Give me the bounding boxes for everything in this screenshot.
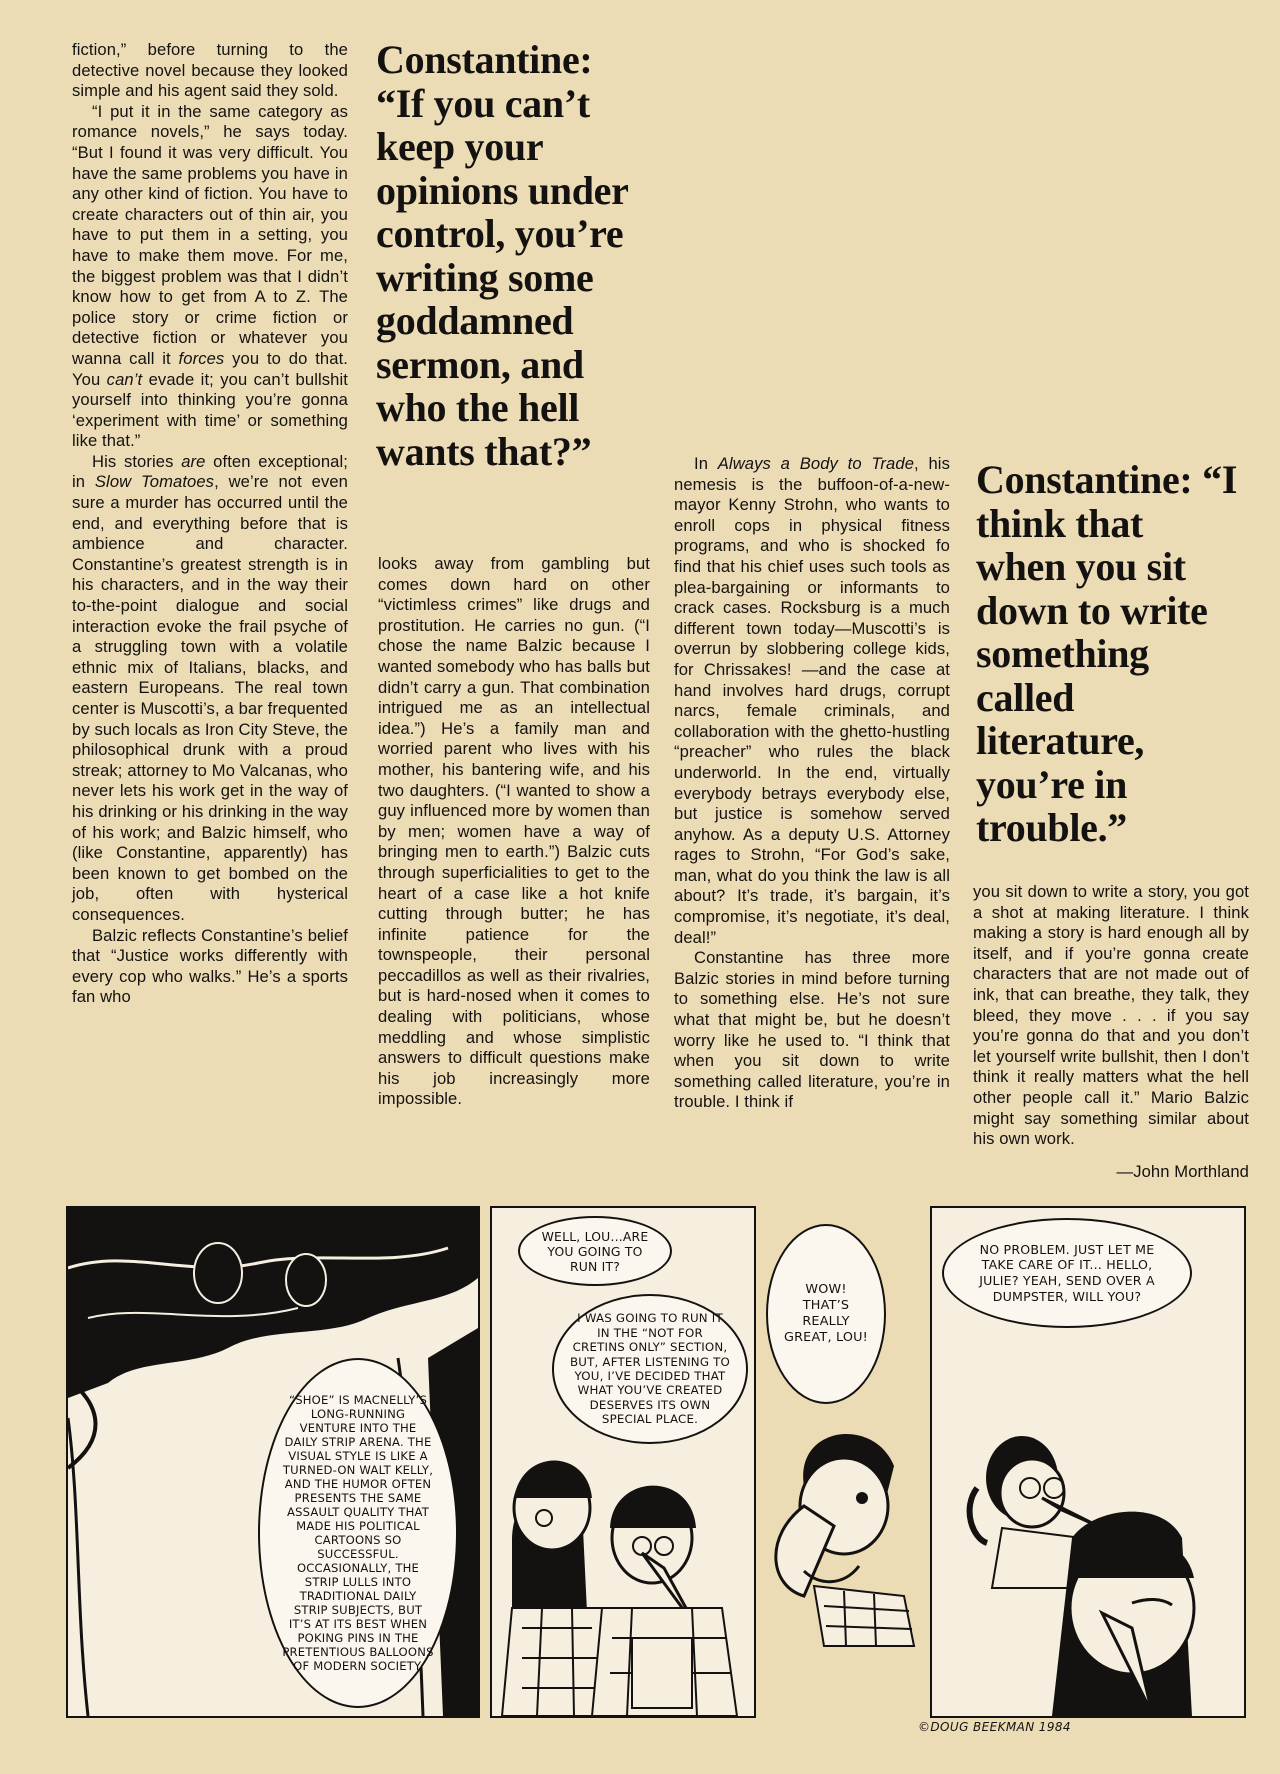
article-paragraph: fiction,” before turning to the detective novel because they looked simple and his agent said they sold. [72,40,348,101]
comic-panel-4 [930,1206,1246,1718]
comic-panel-3 [764,1206,924,1714]
article-paragraph: looks away from gambling but comes down hard on other “victimless crimes” like drugs and prostitution. He carries no gun. (“I chose the name Balzic because I wanted somebody who has balls but didn’t carry a gun. That combination intrigued me as an intellectual idea.”) He’s a family man and worried parent who lives with his mother, his bantering wife, and his two daughters. (“I wanted to show a guy influenced more by women than by men; women have a way of bringing men to earth.”) Balzic cuts through superficialities to get to the heart of a case like a hot knife cutting through butter; he has infinite patience for the townspeople, their personal peccadillos as well as their rivalries, but is hard-nosed when it comes to dealing with politicians, whose meddling and whose simplistic answers to difficult questions make his job increasingly more impossible. [378,554,650,1109]
speech-balloon: I WAS GOING TO RUN IT IN THE “NOT FOR CRETINS ONLY” SECTION, BUT, AFTER LISTENING TO YOU, I’VE DECIDED THAT WHAT YOU’VE CREATED DESERVES ITS OWN SPECIAL PLACE. [552,1294,748,1444]
article-paragraph: Constantine has three more Balzic stories in mind before turning to something else. He’s not sure what that might be, but he doesn’t worry like he used to. “I think that when you sit down to write something called literature, you’re in trouble. I think if [674,948,950,1112]
comic-credit: ©DOUG BEEKMAN 1984 [918,1720,1071,1734]
speech-balloon: “SHOE” IS MACNELLY’S LONG-RUNNING VENTURE INTO THE DAILY STRIP ARENA. THE VISUAL STYLE IS LIKE A TURNED-ON WALT KELLY, AND THE HUMOR OFTEN PRESENTS THE SAME ASSAULT QUALITY THAT MADE HIS POLITICAL CARTOONS SO SUCCESSFUL. OCCASIONALLY, THE STRIP LULLS INTO TRADITIONAL DAILY STRIP SUBJECTS, BUT IT’S AT ITS BEST WHEN POKING PINS IN THE PRETENTIOUS BALLOONS OF MODERN SOCIETY. [258,1358,458,1708]
article-paragraph: Balzic reflects Constantine’s belief that “Justice works differently with every cop who walks.” He’s a sports fan who [72,925,348,1007]
comic-panel-2 [490,1206,756,1718]
article-paragraph: In Always a Body to Trade, his nemesis is the buffoon-of-a-new-mayor Kenny Strohn, who wants to enroll cops in physical fitness programs, and who is shocked fo find that his chief uses such tools as plea-bargaining or informants to crack cases. Rocksburg is a much different town today—Muscotti’s is overrun by slobbering college kids, for Chrissakes! —and the case at hand involves hard drugs, corrupt narcs, female criminals, and collaboration with the ghetto-hustling “preacher” who rules the black underworld. In the end, virtually everybody betrays everybody else, but justice is somehow served anyhow. As a deputy U.S. Attorney rages to Strohn, “For God’s sake, man, what do you think the law is all about? It’s trade, it’s bargain, it’s compromise, it’s negotiate, it’s deal, deal!” [674,454,950,947]
speech-balloon: NO PROBLEM. JUST LET ME TAKE CARE OF IT... HELLO, JULIE? YEAH, SEND OVER A DUMPSTER, WILL YOU? [942,1218,1192,1328]
article-paragraph: His stories are often exceptional; in Slow Tomatoes, we’re not even sure a murder has occurred until the end, and everything before that is ambience and character. Constantine’s greatest strength is in his characters, and in the way their to-the-point dialogue and social interaction evoke the frail psyche of a struggling town with a volatile ethnic mix of Italians, blacks, and eastern Europeans. The real town center is Muscotti’s, a bar frequented by such locals as Iron City Steve, the philosophical drunk with a proud streak; attorney to Mo Valcanas, who never lets his work get in the way of his drinking or his drinking in the way of his work; and Balzic himself, who (like Constantine, apparently) has been known to get bombed on the job, often with hysterical consequences. [72,451,349,924]
article-paragraph: you sit down to write a story, you got a shot at making literature. I think making a story is hard enough all by itself, and if you’re gonna create characters that are not made out of ink, that can breathe, they talk, they bleed, they move . . . if you say you’re gonna do that and you don’t let yourself write bullshit, then I don’t think it really matters what the hell other people call it.” Mario Balzic might say something similar about his own work. [973,882,1249,1149]
pull-quote-2: Constantine: “I think that when you sit down to write something called literature, you’re in trouble.” [976,457,1238,850]
article-column-3 [674,454,950,1113]
article-column-4 [973,882,1249,1150]
comic-panel-1 [66,1206,480,1718]
article-paragraph: “I put it in the same category as romance novels,” he says today. “But I found it was very difficult. You have the same problems you have in any other kind of fiction. You have to create characters out of thin air, you have to put them in a setting, you have to make them move. For me, the biggest problem was that I didn’t know how to get from A to Z. The police story or crime fiction or detective fiction or whatever you wanna call it forces you to do that. You can’t evade it; you can’t bullshit yourself into thinking you’re gonna ‘experiment with time’ or something like that.” [72,101,349,451]
two-characters-illustration [492,1208,754,1716]
speech-balloon: WELL, LOU...ARE YOU GOING TO RUN IT? [518,1216,672,1286]
speech-balloon: WOW! THAT’S REALLY GREAT, LOU! [766,1224,886,1404]
article-column-1 [72,40,348,1008]
article-column-2 [378,554,650,1110]
byline: —John Morthland [1116,1162,1249,1181]
pull-quote-1: Constantine: “If you can’t keep your opinions under control, you’re writing some goddamned sermon, and who the hell wants that?” [376,37,628,474]
